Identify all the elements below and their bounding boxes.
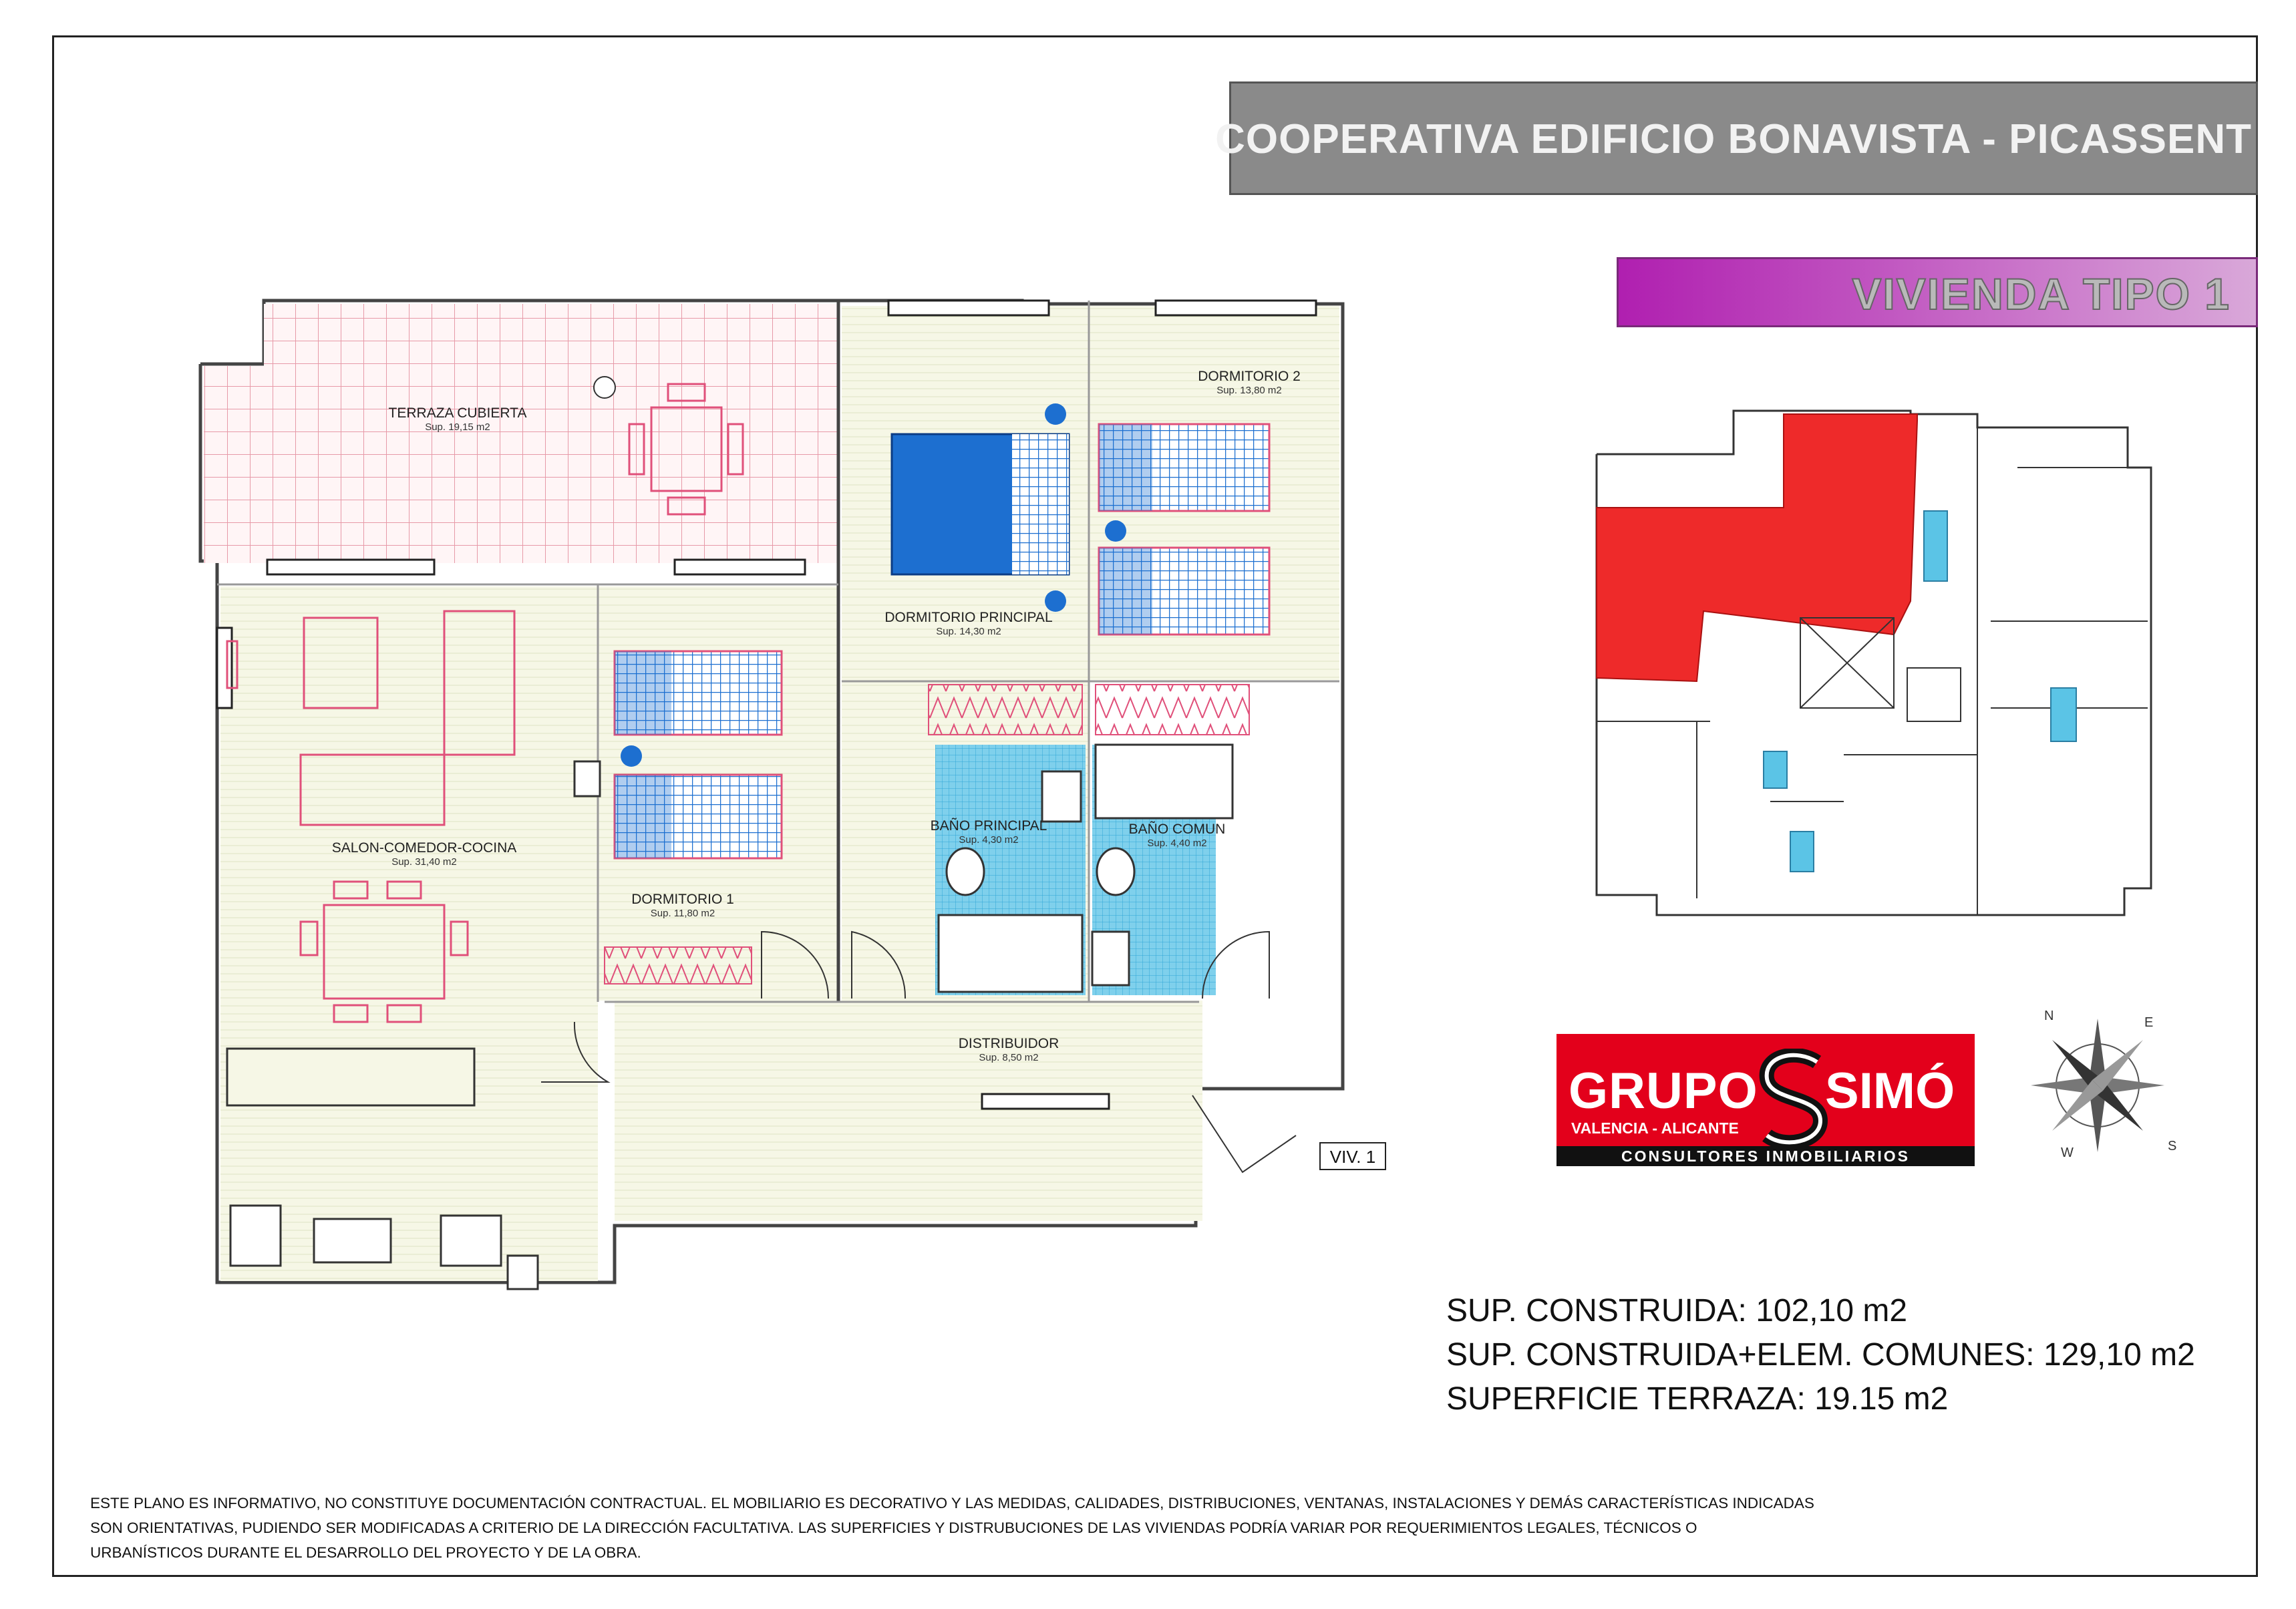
room-label-bano-principal — [931, 818, 1047, 846]
room-name: BAÑO COMUN — [1128, 822, 1226, 837]
logo-brand-left: GRUPO — [1569, 1063, 1758, 1119]
room-label-bano-comun — [1129, 822, 1226, 849]
compass-e: E — [2144, 1015, 2154, 1030]
room-label-terrace — [389, 405, 527, 433]
room-area: Sup. 14,30 m2 — [936, 626, 1001, 637]
room-name: TERRAZA CUBIERTA — [388, 405, 527, 421]
room-label-distribuidor — [959, 1036, 1059, 1063]
room-name: BAÑO PRINCIPAL — [930, 818, 1047, 834]
surface-stats — [1446, 1289, 2195, 1421]
unit-tag: VIV. 1 — [1319, 1142, 1386, 1170]
room-name: SALON-COMEDOR-COCINA — [331, 840, 517, 856]
room-label-dormitorio-1 — [631, 892, 734, 919]
disclaimer-line: SON ORIENTATIVAS, PUDIENDO SER MODIFICADAS A CRITERIO DE LA DIRECCIÓN FACULTATIVA. LAS SUPERFICIES Y DISTRUBUCIONES DE LAS VIVIENDAS PODRÍA VARIAR POR REQUERIMIENTOS LEGALES, TÉCNICOS O — [90, 1519, 1697, 1536]
room-area: Sup. 4,30 m2 — [959, 834, 1019, 846]
stat-terrace: SUPERFICIE TERRAZA: 19.15 m2 — [1446, 1381, 1949, 1417]
compass-w: W — [2061, 1145, 2074, 1160]
logo-brand-right: SIMÓ — [1825, 1063, 1955, 1119]
grupo-simo-logo — [1556, 1034, 1975, 1166]
unit-type-title: VIVIENDA TIPO 1 — [1852, 269, 2231, 319]
compass-s: S — [2168, 1139, 2177, 1153]
room-area: Sup. 8,50 m2 — [979, 1052, 1039, 1063]
logo-tagline: CONSULTORES INMOBILIARIOS — [1556, 1146, 1975, 1166]
logo-region: VALENCIA - ALICANTE — [1571, 1119, 1739, 1137]
room-area: Sup. 31,40 m2 — [391, 856, 457, 868]
disclaimer-line: URBANÍSTICOS DURANTE EL DESARROLLO DEL PROYECTO Y DE LA OBRA. — [90, 1544, 641, 1561]
room-name: DORMITORIO 2 — [1198, 369, 1301, 384]
room-name: DORMITORIO 1 — [631, 892, 734, 907]
logo-s-mark-icon — [1757, 1049, 1830, 1149]
stat-built: SUP. CONSTRUIDA: 102,10 m2 — [1446, 1293, 1908, 1328]
room-area: Sup. 13,80 m2 — [1216, 385, 1282, 396]
room-area: Sup. 19,15 m2 — [425, 421, 490, 433]
room-name: DISTRIBUIDOR — [958, 1036, 1059, 1051]
stat-built-common: SUP. CONSTRUIDA+ELEM. COMUNES: 129,10 m2 — [1446, 1337, 2195, 1373]
compass-n: N — [2044, 1009, 2054, 1023]
disclaimer — [90, 1491, 2215, 1565]
room-name: DORMITORIO PRINCIPAL — [884, 610, 1053, 625]
room-label-dormitorio-2 — [1198, 369, 1301, 396]
room-area: Sup. 4,40 m2 — [1147, 838, 1207, 849]
room-label-salon — [332, 840, 517, 868]
room-area: Sup. 11,80 m2 — [650, 908, 715, 919]
disclaimer-line: ESTE PLANO ES INFORMATIVO, NO CONSTITUYE DOCUMENTACIÓN CONTRACTUAL. EL MOBILIARIO ES DECORATIVO Y LAS MEDIDAS, CALIDADES, DISTRIBUCIONES, VENTANAS, INSTALACIONES Y DEMÁS CARACTERÍSTICAS INDICADAS — [90, 1495, 1814, 1511]
project-title: COOPERATIVA EDIFICIO BONAVISTA - PICASSENT — [1215, 116, 2252, 162]
room-label-dormitorio-principal — [884, 610, 1052, 637]
